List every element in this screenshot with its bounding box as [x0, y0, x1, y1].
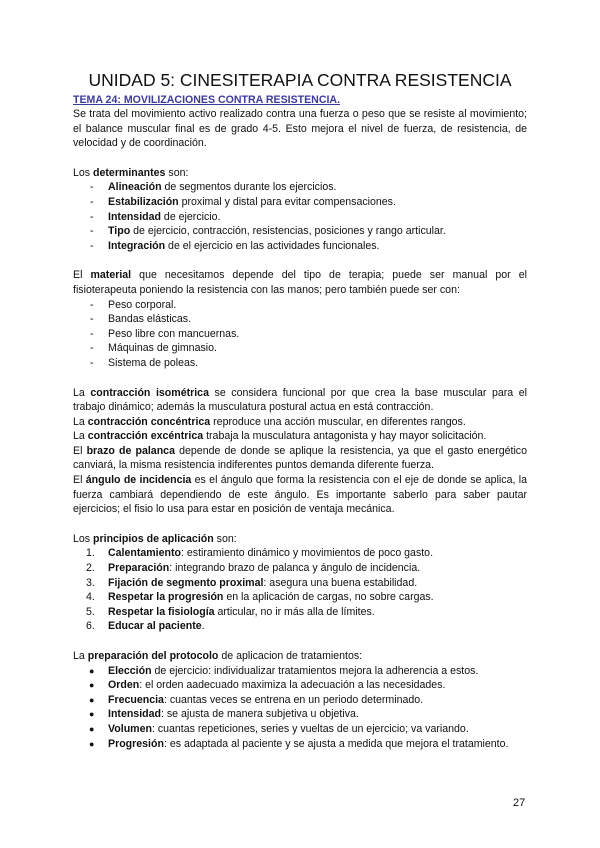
- list-item: 4. Respetar la progresión en la aplicación de cargas, no sobre cargas.: [86, 591, 434, 604]
- list-item: ● Intensidad: se ajusta de manera subjetiva u objetiva.: [89, 708, 359, 721]
- bullet-icon: ●: [89, 680, 95, 691]
- list-item: - Peso corporal.: [90, 298, 177, 311]
- list-item: - Alineación de segmentos durante los ejercicios.: [90, 181, 337, 194]
- list-item: 5. Respetar la fisiología articular, no ir más alla de límites.: [86, 605, 375, 618]
- protocolo-list: [73, 664, 527, 752]
- page-title: UNIDAD 5: CINESITERAPIA CONTRA RESISTENCIA: [88, 70, 512, 90]
- bullet-icon: ●: [89, 665, 95, 676]
- material-paragraph: El material que necesitamos depende del tipo de terapia; puede ser manual por el fisioterapeuta poniendo la resistencia con las manos; pero también puede ser con:: [73, 269, 527, 296]
- bullet-icon: ●: [89, 723, 95, 734]
- bullet-icon: ●: [89, 694, 95, 705]
- excentrica-paragraph: La contracción excéntrica trabaja la musculatura antagonista y hay mayor solicitación.: [73, 430, 487, 443]
- list-item: 6. Educar al paciente.: [86, 620, 205, 633]
- concentrica-paragraph: La contracción concéntrica reproduce una acción muscular, en diferentes rangos.: [73, 415, 466, 428]
- protocolo-lead: La preparación del protocolo de aplicacion de tratamientos:: [73, 650, 363, 662]
- list-item: ● Volumen: cuantas repeticiones, series y vueltas de un ejercicio; va variando.: [89, 722, 469, 735]
- list-item: ● Progresión: es adaptada al paciente y se ajusta a medida que mejora el tratamiento.: [89, 737, 509, 750]
- document-page: [73, 70, 527, 751]
- intro-paragraph: Se trata del movimiento activo realizado contra una fuerza o peso que se resiste al movimiento; el balance muscular final es de grado 4-5. Esto mejora el nivel de fuerza, de resistencia, de velocidad y de coordinación.: [73, 108, 527, 150]
- list-item: - Integración de el ejercicio en las actividades funcionales.: [90, 239, 380, 252]
- list-item: ● Orden: el orden aadecuado maximiza la adecuación a las necesidades.: [89, 679, 446, 692]
- principios-lead: Los principios de aplicación son:: [73, 532, 237, 545]
- list-item: - Estabilización proximal y distal para evitar compensaciones.: [90, 195, 396, 208]
- material-list: [73, 298, 527, 371]
- bullet-icon: ●: [89, 738, 95, 749]
- list-item: 1. Calentamiento: estiramiento dinámico y movimientos de poco gasto.: [86, 547, 434, 560]
- page-number: 27: [513, 797, 526, 809]
- list-item: 2. Preparación: integrando brazo de palanca y ángulo de incidencia.: [86, 562, 421, 575]
- list-item: - Intensidad de ejercicio.: [90, 210, 221, 223]
- bullet-icon: ●: [89, 709, 95, 720]
- list-item: 3. Fijación de segmento proximal: asegura una buena estabilidad.: [86, 576, 418, 589]
- list-item: - Bandas elásticas.: [90, 313, 192, 326]
- principios-list: [73, 546, 527, 634]
- list-item: ● Frecuencia: cuantas veces se entrena en un periodo determinado.: [89, 693, 424, 706]
- isometrica-paragraph: La contracción isométrica se considera funcional por que crea la base muscular para el trabajo dinámico; además la musculatura postural actua en está contracción.: [73, 386, 527, 414]
- list-item: ● Elección de ejercicio: individualizar tratamientos mejora la adherencia a estos.: [89, 664, 479, 677]
- list-item: - Máquinas de gimnasio.: [90, 342, 217, 355]
- list-item: - Tipo de ejercicio, contracción, resistencias, posiciones y rango articular.: [90, 225, 446, 238]
- angulo-incidencia-paragraph: El ángulo de incidencia es el ángulo que forma la resistencia con el eje de donde se aplica, la fuerza cambiará dependiendo de este ángulo. Es importante saberlo para saber pautar ejercicios; el fisio lo usa para estar en posición de ventaja mecánica.: [73, 474, 527, 516]
- brazo-palanca-paragraph: El brazo de palanca depende de donde se aplique la resistencia, ya que el gasto energético canviará, la misma resistencia indiferentes puntos demanda diferente fuerza.: [73, 444, 527, 472]
- determinantes-list: [73, 180, 527, 253]
- list-item: - Sistema de poleas.: [90, 356, 199, 369]
- determinantes-lead: Los determinantes son:: [73, 166, 189, 179]
- list-item: - Peso libre con mancuernas.: [90, 327, 240, 340]
- section-subtitle: TEMA 24: MOVILIZACIONES CONTRA RESISTENCIA.: [73, 94, 341, 106]
